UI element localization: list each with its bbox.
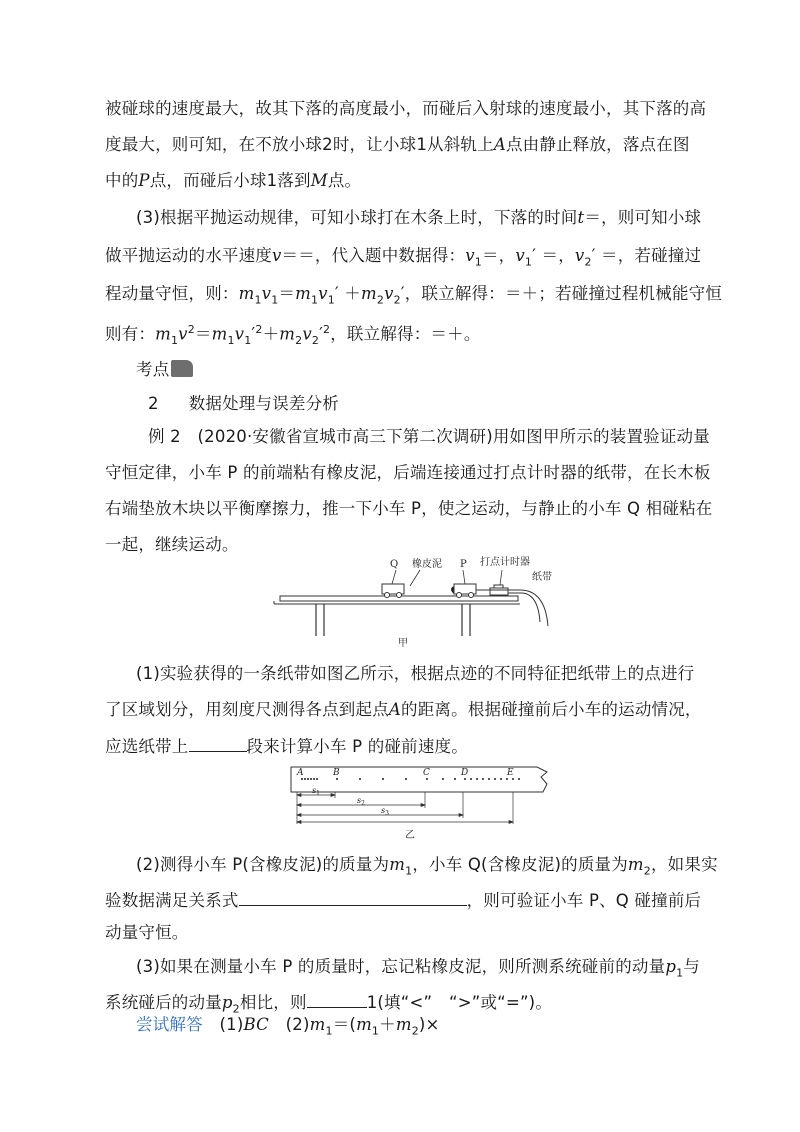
text: ′ bbox=[319, 324, 324, 344]
answer-blank[interactable] bbox=[189, 733, 247, 752]
sub: 1 bbox=[371, 1024, 380, 1038]
text: ＋ bbox=[262, 324, 280, 344]
q3-line1 bbox=[136, 955, 700, 985]
text: 验数据满足关系式 bbox=[105, 891, 239, 910]
var: p bbox=[221, 993, 233, 1012]
para2-line3 bbox=[105, 282, 722, 312]
sub: 1 bbox=[474, 255, 482, 269]
example-line3 bbox=[105, 497, 712, 521]
text: ，如果实 bbox=[650, 855, 718, 874]
text: ＝( bbox=[332, 1015, 357, 1034]
text: (3)如果在测量小车 P 的质量时，忘记粘橡皮泥，则所测系统碰前的动量 bbox=[136, 957, 666, 976]
text: 从斜轨上 bbox=[427, 135, 494, 154]
sup: 2 bbox=[255, 323, 263, 336]
answer-label: 尝试解答 bbox=[136, 1015, 203, 1034]
sup: 2 bbox=[187, 323, 195, 336]
text: ＝，则可知小球 bbox=[584, 208, 702, 227]
text: 则有： bbox=[105, 324, 156, 344]
label-timer: 打点计时器 bbox=[480, 557, 530, 568]
text: 守恒定律，小车 P 的前端粘有橡皮泥，后端连接通过打点计时器的纸带，在长木板 bbox=[105, 463, 711, 482]
text: 中的 bbox=[105, 171, 139, 190]
label-q: Q bbox=[390, 559, 399, 570]
text: 应选纸带上 bbox=[105, 737, 189, 756]
var: t bbox=[577, 208, 585, 227]
q1-line2 bbox=[105, 698, 702, 722]
text: 动量守恒。 bbox=[105, 923, 189, 942]
text: 1 bbox=[266, 171, 278, 190]
var: A bbox=[493, 135, 506, 154]
para1-line1 bbox=[105, 97, 706, 121]
var: v bbox=[178, 324, 188, 344]
sub: 2 bbox=[393, 293, 401, 307]
label-mud: 橡皮泥 bbox=[412, 559, 442, 570]
var: m bbox=[309, 1015, 326, 1034]
point-d: D bbox=[461, 768, 469, 778]
q2-line3 bbox=[105, 921, 189, 945]
label-s3: $s_3$ bbox=[381, 806, 389, 817]
wheel bbox=[469, 593, 474, 598]
sub: 2 bbox=[295, 333, 303, 347]
text: 一起，继续运动。 bbox=[105, 535, 239, 554]
var: v bbox=[302, 324, 312, 344]
para2-line2 bbox=[105, 244, 701, 274]
cart-q bbox=[382, 584, 404, 594]
point-a: A bbox=[297, 768, 304, 778]
answer-blank[interactable] bbox=[239, 887, 467, 906]
pointer-line bbox=[463, 570, 465, 584]
var: A bbox=[388, 700, 402, 719]
text: 相比，则 bbox=[239, 993, 307, 1012]
q1-line1 bbox=[136, 662, 694, 686]
text: 程动量守恒，则： bbox=[105, 284, 239, 303]
text: 右端垫放木块以平衡摩擦力，推一下小车 P，使之运动，与静止的小车 Q 相碰粘在 bbox=[105, 499, 713, 518]
text: 段来计算小车 P 的碰前速度。 bbox=[246, 737, 468, 756]
var: m bbox=[211, 324, 228, 344]
var: v bbox=[234, 324, 245, 344]
text: 1(填“<” “>”或“=”)。 bbox=[366, 993, 553, 1012]
var: M bbox=[310, 171, 328, 190]
text: 度最大，则可知，在不放小球 bbox=[105, 135, 323, 154]
sub: 1 bbox=[227, 333, 235, 347]
answer-line bbox=[136, 1013, 440, 1043]
figure-tape bbox=[285, 762, 565, 844]
sub: 1 bbox=[244, 333, 252, 347]
var: m bbox=[361, 284, 377, 303]
var: m bbox=[295, 284, 311, 303]
var: v bbox=[261, 284, 272, 303]
q2-line1 bbox=[136, 853, 718, 883]
pointer-line bbox=[500, 570, 502, 585]
pointer-line bbox=[410, 570, 420, 586]
text: (3)根据平抛运动规律，可知小球打在木条上时，下落的时间 bbox=[136, 208, 578, 227]
text: 点。 bbox=[327, 171, 362, 190]
var: m bbox=[238, 284, 255, 303]
var: v bbox=[574, 246, 585, 265]
var: m bbox=[395, 1015, 412, 1034]
sub: 1 bbox=[310, 293, 319, 307]
sub: 1 bbox=[325, 1024, 333, 1038]
point-c: C bbox=[423, 768, 430, 778]
label-p: P bbox=[460, 559, 467, 570]
var: m bbox=[627, 855, 644, 874]
text: 的距离。根据碰撞前后小车的运动情况， bbox=[401, 700, 702, 719]
pointer-line bbox=[392, 570, 396, 584]
sup: 2 bbox=[323, 323, 331, 336]
text: ＝， bbox=[481, 246, 516, 265]
measure-ticks bbox=[297, 792, 513, 824]
q1-line3 bbox=[105, 733, 468, 759]
text: (1)实验获得的一条纸带如图乙所示，根据点迹的不同特征把纸带上的点进行 bbox=[136, 664, 695, 683]
var: v bbox=[272, 246, 282, 265]
figure-apparatus bbox=[270, 550, 570, 650]
para1-line3 bbox=[105, 169, 361, 193]
var: m bbox=[155, 324, 171, 344]
sub: 1 bbox=[271, 293, 279, 307]
sub: 2 bbox=[376, 293, 385, 307]
text: 时，让小球 bbox=[332, 135, 417, 154]
sub: 2 bbox=[411, 1024, 419, 1038]
label-s1: $s_1$ bbox=[312, 786, 320, 797]
label-tape: 纸带 bbox=[532, 572, 552, 583]
text: 落到 bbox=[277, 171, 311, 190]
text: ′ bbox=[251, 324, 256, 344]
bookmark-icon bbox=[171, 360, 193, 377]
example-line1 bbox=[148, 425, 710, 449]
sub: 2 bbox=[584, 255, 592, 269]
sub: 1 bbox=[254, 293, 262, 307]
text: ′ ＋ bbox=[334, 284, 361, 303]
text: ′ ＝， bbox=[532, 246, 575, 265]
q2-line2 bbox=[105, 887, 701, 913]
text: (1) bbox=[202, 1015, 244, 1034]
para1-line2 bbox=[105, 133, 690, 157]
text: )× bbox=[418, 1015, 440, 1034]
para2-line1 bbox=[136, 206, 701, 230]
text: 2 bbox=[322, 135, 333, 154]
section-heading bbox=[148, 392, 339, 416]
label-s2: $s_2$ bbox=[357, 796, 365, 807]
wheel bbox=[457, 593, 462, 598]
figure-caption: 甲 bbox=[398, 638, 408, 649]
example-line2 bbox=[105, 461, 711, 485]
text: ′，联立解得：＝＋；若碰撞过程机械能守恒 bbox=[400, 284, 723, 303]
text: ′ ＝，若碰撞过 bbox=[591, 246, 702, 265]
var: v bbox=[384, 284, 394, 303]
para2-line4 bbox=[105, 318, 481, 353]
sub: 1 bbox=[405, 864, 413, 878]
sub: 1 bbox=[327, 293, 335, 307]
var: m bbox=[389, 855, 406, 874]
text: 与 bbox=[683, 957, 700, 976]
sub: 1 bbox=[524, 255, 533, 269]
sub: 2 bbox=[643, 864, 651, 878]
text: 了区域划分，用刻度尺测得各点到起点 bbox=[105, 700, 389, 719]
timer-top bbox=[494, 585, 503, 588]
text: 做平抛运动的水平速度 bbox=[105, 246, 272, 265]
wheel bbox=[397, 593, 402, 598]
kaodian-heading bbox=[136, 358, 193, 382]
text: ＝ bbox=[194, 324, 212, 344]
var: m bbox=[279, 324, 296, 344]
text: ＝ bbox=[278, 284, 296, 303]
example-line4 bbox=[105, 533, 239, 557]
section-number: 2 bbox=[148, 394, 159, 413]
text: (2) bbox=[268, 1015, 310, 1034]
sub: 1 bbox=[170, 333, 179, 347]
text: 点，而碰后小球 bbox=[149, 171, 267, 190]
var: m bbox=[356, 1015, 372, 1034]
var: v bbox=[515, 246, 525, 265]
point-e: E bbox=[507, 768, 514, 778]
text: ，小车 Q(含橡皮泥)的质量为 bbox=[412, 855, 628, 874]
kaodian-label: 考点 bbox=[136, 360, 170, 379]
var: P bbox=[138, 171, 150, 190]
text: ＋ bbox=[379, 1015, 396, 1034]
text: (2)测得小车 P(含橡皮泥)的质量为 bbox=[136, 855, 390, 874]
text: 点由静止释放，落点在图 bbox=[505, 135, 690, 154]
text: ＝＝，代入题中数据得： bbox=[281, 246, 466, 265]
sub: 2 bbox=[311, 333, 320, 347]
section-title: 数据处理与误差分析 bbox=[188, 394, 340, 413]
answer-blank[interactable] bbox=[307, 989, 367, 1008]
para1-text: 被碰球的速度最大，故其下落的高度最小，而碰后入射球的速度最小，其下落的高 bbox=[105, 99, 707, 118]
var: p bbox=[665, 957, 677, 976]
text: 系统碰后的动量 bbox=[105, 993, 222, 1012]
point-b: B bbox=[333, 768, 340, 778]
figure-caption: 乙 bbox=[405, 830, 415, 841]
sub: 2 bbox=[232, 1002, 240, 1016]
sub: 1 bbox=[676, 966, 684, 980]
var: v bbox=[318, 284, 328, 303]
text: 1 bbox=[416, 135, 428, 154]
var: BC bbox=[243, 1015, 269, 1034]
measure-arrows bbox=[297, 794, 513, 824]
text: ，联立解得：＝＋。 bbox=[330, 324, 481, 344]
wheel bbox=[385, 593, 390, 598]
text: ，则可验证小车 P、Q 碰撞前后 bbox=[466, 891, 702, 910]
text: 例 2 (2020·安徽省宣城市高三下第二次调研)用如图甲所示的装置验证动量 bbox=[148, 427, 710, 446]
timer-device bbox=[490, 588, 508, 595]
cart-p bbox=[454, 584, 476, 594]
var: v bbox=[465, 246, 475, 265]
